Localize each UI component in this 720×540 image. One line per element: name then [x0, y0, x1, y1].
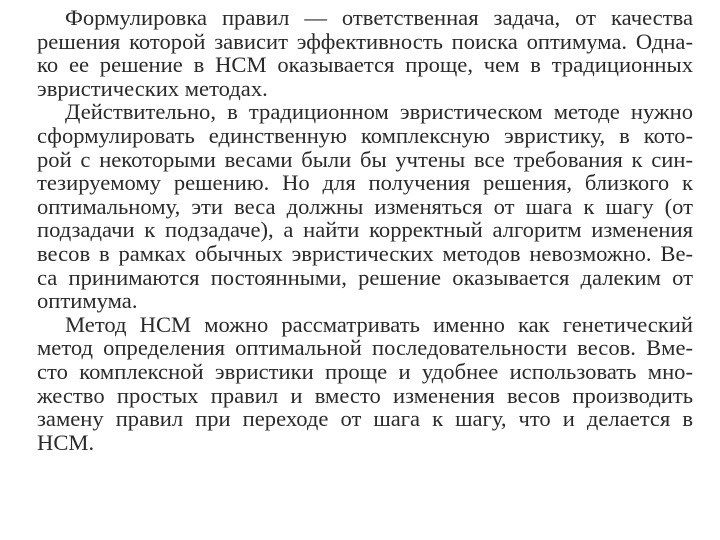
text-line: замену правил при переходе от шага к шагу, что и делается в [37, 406, 693, 432]
text-line: тезируемому решению. Но для получения решения, близкого к [37, 170, 693, 196]
text-line: метод определения оптимальной последовательности весов. Вме- [37, 335, 693, 361]
text-line: весов в рамках обычных эвристических методов невозможно. Ве- [37, 240, 693, 266]
text-line: жество простых правил и вместо изменения весов производить [37, 382, 693, 408]
text-line: сто комплексной эвристики проще и удобнее использовать мно- [37, 358, 693, 384]
text-line: Метод НСМ можно рассматривать именно как генетический [65, 311, 693, 337]
text-line: оптимальному, эти веса должны изменяться от шага к шагу (от [37, 193, 693, 219]
paragraph-1 [37, 6, 693, 100]
text-line: Формулировка правил — ответственная задача, от качества [65, 5, 693, 30]
text-line: подзадачи к подзадаче), а найти корректный алгоритм изменения [37, 217, 693, 243]
text-line: Действительно, в традиционном эвристическом методе нужно [65, 99, 693, 125]
text-line: решения которой зависит эффективность поиска оптимума. Одна- [37, 28, 693, 54]
text-line: НСМ. [37, 429, 95, 455]
text-line: ко ее решение в НСМ оказывается проще, чем в традиционных [37, 52, 693, 78]
text-line: рой с некоторыми весами были бы учтены все требования к син- [37, 146, 693, 172]
document-page [37, 6, 693, 454]
text-line: эвристических методах. [37, 75, 268, 101]
paragraph-3 [37, 313, 693, 455]
text-line: са принимаются постоянными, решение оказывается далеким от [37, 264, 693, 290]
paragraph-2 [37, 100, 693, 312]
text-line: сформулировать единственную комплексную эвристику, в кото- [37, 122, 693, 148]
text-line: оптимума. [37, 288, 138, 314]
